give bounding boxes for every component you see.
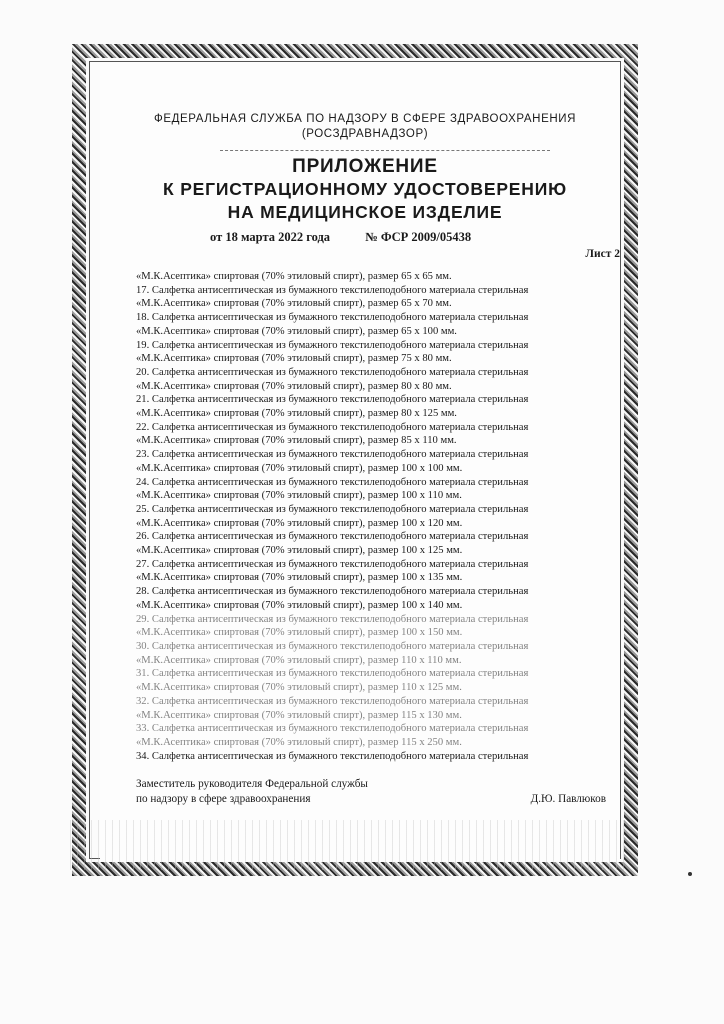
list-item [136, 613, 618, 640]
list-item [136, 750, 618, 764]
product-list [136, 270, 618, 763]
list-item-title: 24. Салфетка антисептическая из бумажного текстилеподобного материала стерильная [136, 476, 529, 488]
list-item [136, 585, 618, 612]
signatory-title-line-2: по надзору в сфере здравоохранения [136, 792, 311, 805]
list-item-detail: «М.К.Асептика» спиртовая (70% этиловый спирт), размер 80 х 125 мм. [136, 408, 457, 420]
list-item-detail: «М.К.Асептика» спиртовая (70% этиловый спирт), размер 100 х 120 мм. [136, 517, 463, 529]
scan-speck [688, 872, 692, 876]
list-item-title: 28. Салфетка антисептическая из бумажного текстилеподобного материала стерильная [136, 586, 529, 598]
scan-noise [70, 820, 630, 870]
list-item [136, 640, 618, 667]
signatory-name: Д.Ю. Павлюков [530, 792, 606, 805]
signatory-title-line-1: Заместитель руководителя Федеральной службы [136, 778, 368, 790]
list-item [136, 667, 618, 694]
list-item [136, 284, 618, 311]
list-item-title: 29. Салфетка антисептическая из бумажного текстилеподобного материала стерильная [136, 613, 529, 625]
list-item [136, 311, 618, 338]
list-item-detail: «М.К.Асептика» спиртовая (70% этиловый спирт), размер 100 х 140 мм. [136, 599, 463, 611]
issuing-authority [130, 112, 600, 142]
authority-name: ФЕДЕРАЛЬНАЯ СЛУЖБА ПО НАДЗОРУ В СФЕРЕ ЗДРАВООХРАНЕНИЯ [153, 113, 577, 125]
sheet-number: Лист 2 [585, 248, 620, 260]
list-item [136, 476, 618, 503]
list-item-detail: «М.К.Асептика» спиртовая (70% этиловый спирт), размер 100 х 100 мм. [136, 462, 463, 474]
list-item [136, 722, 618, 749]
registration-date: от 18 марта 2022 года [210, 230, 331, 244]
header-divider [220, 150, 550, 151]
registration-dateline [210, 230, 550, 245]
list-item-detail: «М.К.Асептика» спиртовая (70% этиловый спирт), размер 115 х 130 мм. [136, 709, 462, 721]
document-title [110, 155, 620, 224]
list-item-title: 27. Салфетка антисептическая из бумажного текстилеподобного материала стерильная [136, 558, 529, 570]
list-item-title: 26. Салфетка антисептическая из бумажного текстилеподобного материала стерильная [136, 531, 529, 543]
list-item-detail: «М.К.Асептика» спиртовая (70% этиловый спирт), размер 100 х 110 мм. [136, 490, 462, 502]
list-item-title: 32. Салфетка антисептическая из бумажного текстилеподобного материала стерильная [136, 695, 529, 707]
authority-abbreviation: (РОСЗДРАВНАДЗОР) [301, 128, 429, 140]
list-item [136, 421, 618, 448]
list-item-title: 30. Салфетка антисептическая из бумажного текстилеподобного материала стерильная [136, 640, 529, 652]
list-item-title: 33. Салфетка антисептическая из бумажного текстилеподобного материала стерильная [136, 723, 529, 735]
list-item-title: 23. Салфетка антисептическая из бумажного текстилеподобного материала стерильная [136, 449, 529, 461]
list-item [136, 558, 618, 585]
list-item [136, 448, 618, 475]
list-item-detail: «М.К.Асептика» спиртовая (70% этиловый спирт), размер 100 х 125 мм. [136, 545, 463, 557]
list-item-title: 19. Салфетка антисептическая из бумажного текстилеподобного материала стерильная [136, 339, 529, 351]
list-item-title: 17. Салфетка антисептическая из бумажного текстилеподобного материала стерильная [136, 284, 529, 296]
list-item [136, 530, 618, 557]
list-item-title: 18. Салфетка антисептическая из бумажного текстилеподобного материала стерильная [136, 312, 529, 324]
title-line-1: ПРИЛОЖЕНИЕ [292, 156, 438, 177]
list-item-detail: «М.К.Асептика» спиртовая (70% этиловый спирт), размер 75 х 80 мм. [136, 353, 452, 365]
list-item-title: 20. Салфетка антисептическая из бумажного текстилеподобного материала стерильная [136, 366, 529, 378]
list-item-detail: «М.К.Асептика» спиртовая (70% этиловый спирт), размер 80 х 80 мм. [136, 380, 452, 392]
registration-number: № ФСР 2009/05438 [365, 230, 472, 244]
list-item-detail: «М.К.Асептика» спиртовая (70% этиловый спирт), размер 110 х 125 мм. [136, 682, 462, 694]
list-item [136, 393, 618, 420]
list-item [136, 366, 618, 393]
list-item-detail: «М.К.Асептика» спиртовая (70% этиловый спирт), размер 115 х 250 мм. [136, 736, 462, 748]
list-item [136, 503, 618, 530]
list-item-detail: «М.К.Асептика» спиртовая (70% этиловый спирт), размер 85 х 110 мм. [136, 435, 457, 447]
list-item-detail: «М.К.Асептика» спиртовая (70% этиловый спирт), размер 100 х 150 мм. [136, 627, 463, 639]
list-item-title: 25. Салфетка антисептическая из бумажного текстилеподобного материала стерильная [136, 503, 529, 515]
list-item-detail: «М.К.Асептика» спиртовая (70% этиловый спирт), размер 100 х 135 мм. [136, 572, 463, 584]
list-item [136, 695, 618, 722]
list-item-title: 34. Салфетка антисептическая из бумажного текстилеподобного материала стерильная [136, 750, 529, 762]
continuation-line: «М.К.Асептика» спиртовая (70% этиловый спирт), размер 65 х 65 мм. [136, 271, 452, 282]
title-line-2: К РЕГИСТРАЦИОННОМУ УДОСТОВЕРЕНИЮ [163, 179, 567, 199]
list-item-detail: «М.К.Асептика» спиртовая (70% этиловый спирт), размер 110 х 110 мм. [136, 654, 462, 666]
list-item-title: 21. Салфетка антисептическая из бумажного текстилеподобного материала стерильная [136, 394, 529, 406]
title-line-3: НА МЕДИЦИНСКОЕ ИЗДЕЛИЕ [227, 202, 503, 222]
signature-block [136, 777, 606, 806]
list-item-detail: «М.К.Асептика» спиртовая (70% этиловый спирт), размер 65 х 70 мм. [136, 298, 452, 310]
list-item [136, 339, 618, 366]
list-item-detail: «М.К.Асептика» спиртовая (70% этиловый спирт), размер 65 х 100 мм. [136, 325, 457, 337]
list-item-title: 22. Салфетка антисептическая из бумажного текстилеподобного материала стерильная [136, 421, 529, 433]
list-item-title: 31. Салфетка антисептическая из бумажного текстилеподобного материала стерильная [136, 668, 529, 680]
